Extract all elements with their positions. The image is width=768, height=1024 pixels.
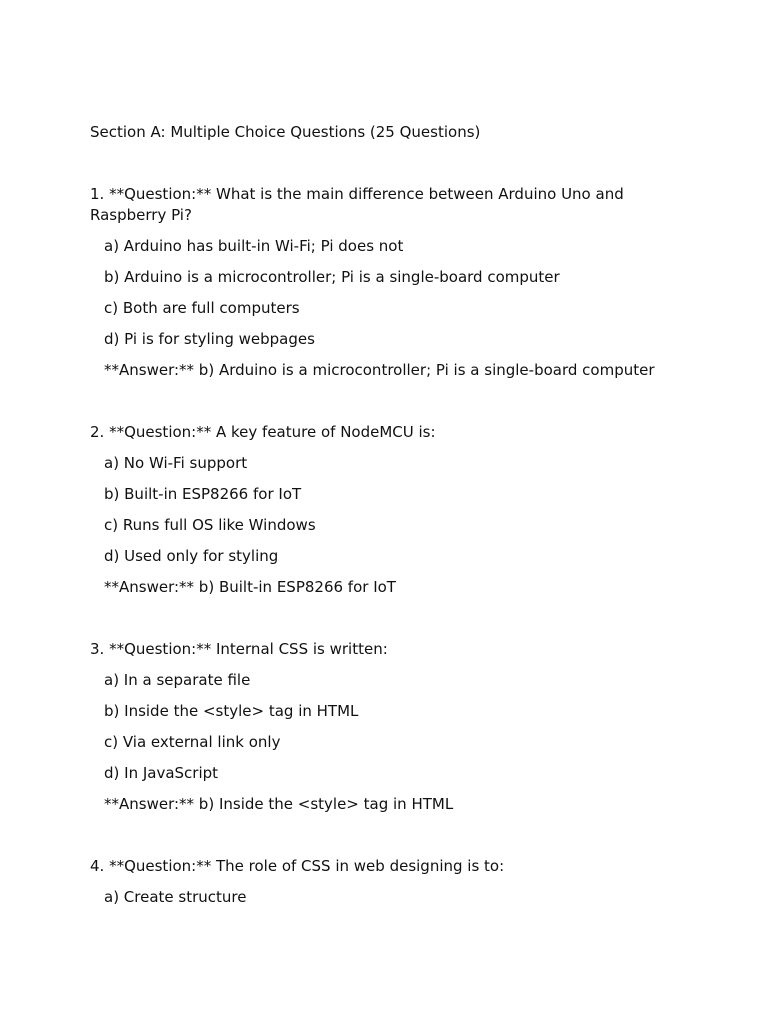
option-d: d) In JavaScript [104,764,219,782]
question-1 [90,184,690,381]
option-a: a) Create structure [104,888,247,906]
option-c: c) Both are full computers [104,299,300,317]
question-text: 4. **Question:** The role of CSS in web designing is to: [90,857,505,875]
question-4 [90,856,690,908]
option-d: d) Pi is for styling webpages [104,330,315,348]
option-b: b) Built-in ESP8266 for IoT [104,485,302,503]
answer-line: **Answer:** b) Inside the <style> tag in HTML [104,795,454,813]
option-b: b) Arduino is a microcontroller; Pi is a single-board computer [104,268,560,286]
option-b: b) Inside the <style> tag in HTML [104,702,359,720]
option-a: a) Arduino has built-in Wi-Fi; Pi does not [104,237,404,255]
question-3 [90,639,690,815]
question-text: 3. **Question:** Internal CSS is written: [90,640,388,658]
option-d: d) Used only for styling [104,547,279,565]
option-c: c) Runs full OS like Windows [104,516,316,534]
option-a: a) No Wi-Fi support [104,454,248,472]
option-a: a) In a separate file [104,671,251,689]
option-c: c) Via external link only [104,733,281,751]
section-title: Section A: Multiple Choice Questions (25 Questions) [90,123,481,141]
question-text: 1. **Question:** What is the main difference between Arduino Uno and Raspberry Pi? [90,185,629,224]
question-text: 2. **Question:** A key feature of NodeMCU is: [90,423,436,441]
question-2 [90,422,690,598]
answer-line: **Answer:** b) Arduino is a microcontroller; Pi is a single-board computer [104,361,655,379]
answer-line: **Answer:** b) Built-in ESP8266 for IoT [104,578,396,596]
document-page [90,122,690,949]
